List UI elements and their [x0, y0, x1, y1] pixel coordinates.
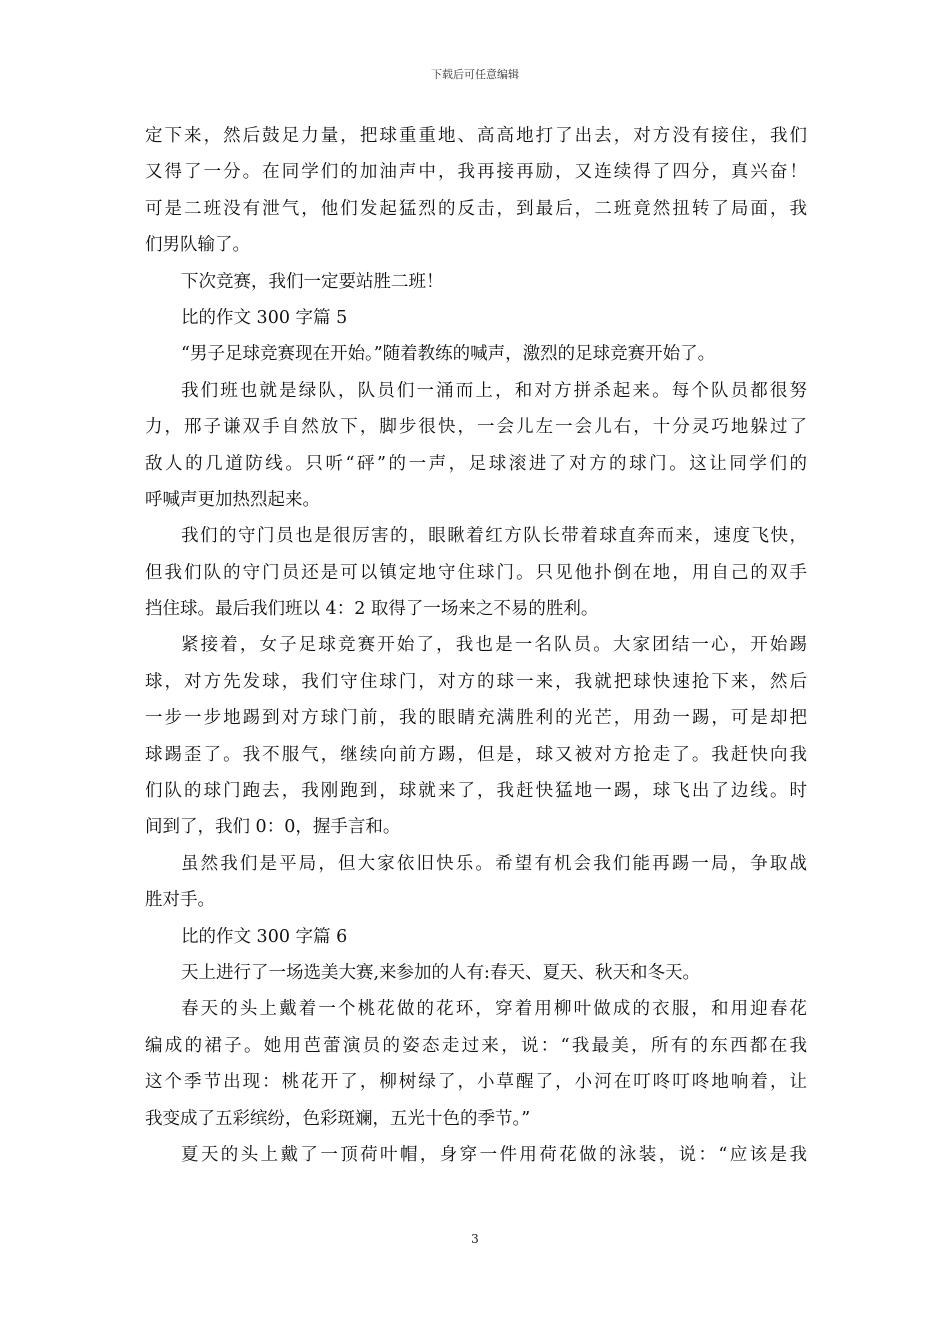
text-line: 球踢歪了。我不服气，继续向前方踢，但是，球又被对方抢走了。我赶快向我 — [145, 744, 807, 765]
text-line: 我变成了五彩缤纷，色彩斑斓，五光十色的季节。” — [145, 1108, 531, 1129]
text-line: 春天的头上戴着一个桃花做的花环，穿着用柳叶做成的衣服，和用迎春花 — [181, 999, 807, 1020]
text-line: 们队的球门跑去，我刚跑到，球就来了，我赶快猛地一踢，球飞出了边线。时 — [145, 781, 807, 802]
text-line: 我们的守门员也是很厉害的，眼瞅着红方队长带着球直奔而来，速度飞快， — [181, 526, 807, 547]
text-line: 胜对手。 — [145, 890, 215, 911]
text-line: 天上进行了一场选美大赛,来参加的人有:春天、夏天、秋天和冬天。 — [181, 962, 700, 983]
text-line: 夏天的头上戴了一顶荷叶帽，身穿一件用荷花做的泳装，说：“应该是我 — [181, 1144, 807, 1165]
page-number: 3 — [471, 1232, 479, 1246]
text-line: 我们班也就是绿队，队员们一涌而上，和对方拼杀起来。每个队员都很努 — [181, 380, 807, 401]
text-line: 虽然我们是平局，但大家依旧快乐。希望有机会我们能再踢一局，争取战 — [181, 853, 807, 874]
text-line: 力，邢子谦双手自然放下，脚步很快，一会儿左一会儿右，十分灵巧地躲过了 — [145, 417, 807, 438]
text-line: 敌人的几道防线。只听“砰”的一声，足球滚进了对方的球门。这让同学们的 — [145, 453, 807, 474]
text-line: 球，对方先发球，我们守住球门，对方的球一来，我就把球快速抢下来，然后 — [145, 671, 807, 692]
text-line: 比的作文 300 字篇 6 — [181, 926, 348, 947]
text-line: 们男队输了。 — [145, 235, 250, 256]
text-line: 编成的裙子。她用芭蕾演员的姿态走过来，说：“我最美，所有的东西都在我 — [145, 1035, 807, 1056]
text-line: 呼喊声更加热烈起来。 — [145, 489, 320, 510]
text-line: “男子足球竞赛现在开始。”随着教练的喊声，激烈的足球竞赛开始了。 — [181, 344, 716, 365]
text-line: 间到了，我们 0：0，握手言和。 — [145, 817, 401, 838]
page-header: 下载后可任意编辑 — [431, 68, 519, 81]
text-line: 又得了一分。在同学们的加油声中，我再接再励，又连续得了四分，真兴奋！ — [145, 162, 807, 183]
text-line: 这个季节出现：桃花开了，柳树绿了，小草醒了，小河在叮咚叮咚地响着，让 — [145, 1072, 807, 1093]
document-body — [145, 118, 807, 1173]
text-line: 下次竞赛，我们一定要站胜二班！ — [181, 271, 444, 292]
text-line: 紧接着，女子足球竞赛开始了，我也是一名队员。大家团结一心，开始踢 — [181, 635, 807, 656]
text-line: 一步一步地踢到对方球门前，我的眼睛充满胜利的光芒，用劲一踢，可是却把 — [145, 708, 807, 729]
text-line: 但我们队的守门员还是可以镇定地守住球门。只见他扑倒在地，用自己的双手 — [145, 562, 807, 583]
text-line: 挡住球。最后我们班以 4：2 取得了一场来之不易的胜利。 — [145, 599, 599, 620]
text-line: 定下来，然后鼓足力量，把球重重地、高高地打了出去，对方没有接住，我们 — [145, 126, 807, 146]
text-line: 可是二班没有泄气，他们发起猛烈的反击，到最后，二班竟然扭转了局面，我 — [145, 198, 807, 219]
text-line: 比的作文 300 字篇 5 — [181, 307, 348, 328]
